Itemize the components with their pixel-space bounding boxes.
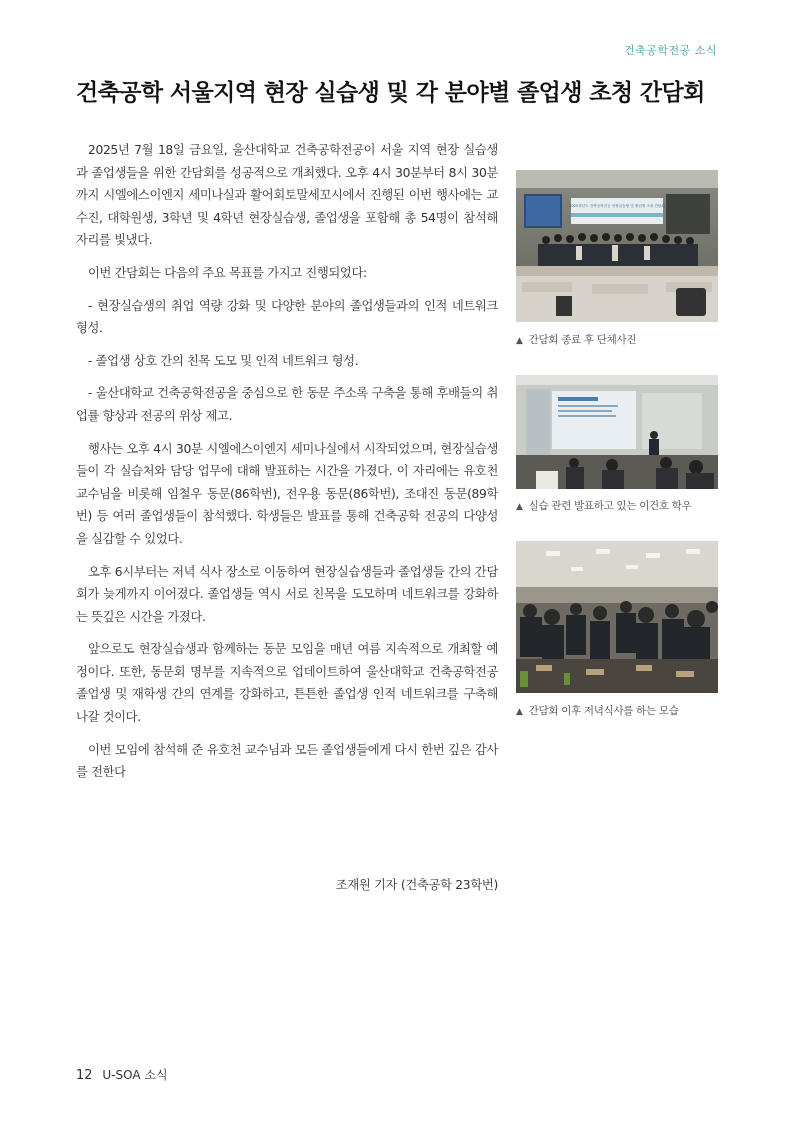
presentation-photo-caption [516, 498, 731, 513]
publication-name: U-SOA 소식 [102, 1068, 168, 1082]
article-paragraph: 이번 모임에 참석해 준 유호천 교수님과 모든 졸업생들에게 다시 한번 깊은 감사를 전한다 [76, 742, 498, 780]
section-tag: 건축공학전공 소식 [623, 44, 717, 57]
article-paragraph: - 졸업생 상호 간의 친목 도모 및 인적 네트워크 형성. [88, 353, 359, 368]
page-footer [76, 1066, 168, 1083]
dinner-photo [516, 541, 718, 693]
triangle-icon: ▲ [516, 707, 523, 717]
page-number: 12 [76, 1068, 93, 1083]
presentation-photo-image [516, 375, 718, 489]
caption-text: 간담회 이후 저녁식사를 하는 모습 [528, 705, 679, 717]
group-photo [516, 170, 718, 322]
presentation-photo [516, 375, 718, 489]
article-paragraph: 이번 간담회는 다음의 주요 목표를 가지고 진행되었다: [88, 265, 367, 280]
banner-text: 2025학년도 건축공학전공 현장실습생 및 졸업생 초청 간담회 [569, 204, 665, 208]
triangle-icon: ▲ [516, 336, 523, 346]
article-paragraph: 앞으로도 현장실습생과 함께하는 동문 모임을 매년 여름 지속적으로 개최할 예정이다. 또한, 동문회 명부를 지속적으로 업데이트하여 울산대학교 건축공학전공 졸업생 및 재학생 간의 연계를 강화하고, 튼튼한 졸업생 인적 네트워크를 구축해 나갈 것이다. [76, 642, 498, 725]
group-photo-image [516, 170, 718, 322]
group-photo-caption [516, 332, 731, 347]
byline: 조재원 기자 (건축공학 23학번) [335, 878, 498, 892]
article-body [76, 139, 498, 794]
caption-text: 실습 관련 발표하고 있는 이건호 학우 [528, 500, 692, 512]
article-paragraph: - 울산대학교 건축공학전공을 중심으로 한 동문 주소록 구축을 통해 후배들의 취업률 향상과 전공의 위상 제고. [76, 386, 498, 423]
dinner-photo-image [516, 541, 718, 693]
article-paragraph: 행사는 오후 4시 30분 시엘에스이엔지 세미나실에서 시작되었으며, 현장실습생들이 각 실습처와 담당 업무에 대해 발표하는 시간을 가졌다. 이 자리에는 유호천 교수님을 비롯해 임철우 동문(86학번), 전우용 동문(86학번), 조대진 동문(89학번) 등 여러 졸업생들이 참석했다. 학생들은 발표를 통해 건축공학 전공의 다양성을 실감할 수 있었다. [76, 441, 498, 546]
article-paragraph: 2025년 7월 18일 금요일, 울산대학교 건축공학전공이 서울 지역 현장 실습생과 졸업생들을 위한 간담회를 성공적으로 개최했다. 오후 4시 30분부터 8시 30분까지 시엘에스이엔지 세미나실과 활어회토말세꼬시에서 진행된 이번 행사에는 교수진, 대학원생, 3학년 및 4학년 현장실습생, 졸업생을 포함해 총 54명이 참석해 자리를 빛냈다. [76, 143, 498, 248]
article-paragraph: - 현장실습생의 취업 역량 강화 및 다양한 분야의 졸업생들과의 인적 네트워크 형성. [76, 298, 498, 336]
dinner-photo-caption [516, 703, 731, 718]
article-paragraph: 오후 6시부터는 저녁 식사 장소로 이동하여 현장실습생들과 졸업생들 간의 간담회가 늦게까지 이어졌다. 졸업생들 역시 서로 친목을 도모하며 네트워크를 강화하는 뜻깊은 시간을 가졌다. [76, 564, 498, 624]
triangle-icon: ▲ [516, 502, 523, 512]
page-title: 건축공학 서울지역 현장 실습생 및 각 분야별 졸업생 초청 간담회 [76, 80, 705, 106]
caption-text: 간담회 종료 후 단체사진 [528, 334, 637, 346]
